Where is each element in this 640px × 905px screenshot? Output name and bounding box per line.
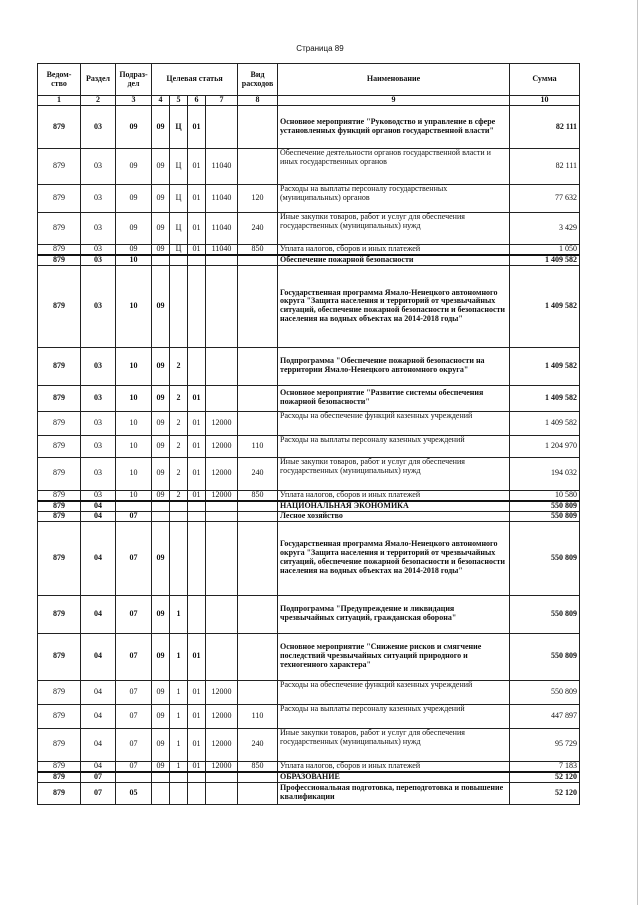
cell-summa: 550 809 — [510, 633, 580, 680]
cell-summa: 77 632 — [510, 185, 580, 213]
cell-tselevaya-4 — [206, 521, 238, 595]
cell-podrazdel: 07 — [116, 511, 152, 521]
table-row — [38, 761, 580, 771]
cell-podrazdel: 09 — [116, 149, 152, 185]
cell-tselevaya-4: 12000 — [206, 490, 238, 500]
cell-razdel: 03 — [81, 149, 116, 185]
cell-tselevaya-1: 09 — [152, 490, 170, 500]
column-number-row — [38, 96, 580, 106]
cell-tselevaya-4: 12000 — [206, 457, 238, 490]
cell-podrazdel: 09 — [116, 245, 152, 255]
cell-tselevaya-2: 1 — [170, 633, 188, 680]
cell-summa: 52 120 — [510, 782, 580, 804]
cell-tselevaya-3 — [188, 772, 206, 782]
cell-vid-raskhodov: 110 — [238, 435, 278, 457]
cell-naimenovanie: ОБРАЗОВАНИЕ — [278, 772, 510, 782]
cell-tselevaya-4 — [206, 633, 238, 680]
table-row — [38, 411, 580, 435]
cell-tselevaya-1: 09 — [152, 728, 170, 761]
cell-vid-raskhodov — [238, 149, 278, 185]
cell-tselevaya-4 — [206, 385, 238, 411]
cell-tselevaya-2: Ц — [170, 106, 188, 149]
cell-tselevaya-1: 09 — [152, 385, 170, 411]
cell-podrazdel: 07 — [116, 521, 152, 595]
cell-vedomstvo: 879 — [38, 213, 81, 245]
cell-podrazdel: 10 — [116, 457, 152, 490]
cell-tselevaya-3 — [188, 347, 206, 385]
cell-tselevaya-3 — [188, 265, 206, 347]
cell-naimenovanie: НАЦИОНАЛЬНАЯ ЭКОНОМИКА — [278, 501, 510, 511]
header-row — [38, 64, 580, 96]
col-header-vedomstvo: Ведом-ство — [38, 64, 81, 96]
cell-tselevaya-2 — [170, 521, 188, 595]
cell-tselevaya-2: 2 — [170, 411, 188, 435]
col-number: 8 — [238, 96, 278, 106]
col-number: 6 — [188, 96, 206, 106]
table-row — [38, 435, 580, 457]
cell-vid-raskhodov — [238, 595, 278, 633]
cell-podrazdel: 07 — [116, 633, 152, 680]
cell-tselevaya-2 — [170, 501, 188, 511]
cell-razdel: 03 — [81, 347, 116, 385]
cell-tselevaya-4: 12000 — [206, 704, 238, 728]
cell-tselevaya-3 — [188, 521, 206, 595]
cell-naimenovanie: Государственная программа Ямало-Ненецкого автономного округа "Защита населения и территорий от чрезвычайных ситуаций, обеспечение пожарной безопасности и безопасности населения на водных объектах на 2014-2018 годы" — [278, 265, 510, 347]
cell-tselevaya-1 — [152, 501, 170, 511]
cell-vedomstvo: 879 — [38, 245, 81, 255]
cell-tselevaya-3: 01 — [188, 385, 206, 411]
cell-summa: 82 111 — [510, 106, 580, 149]
cell-vid-raskhodov: 240 — [238, 728, 278, 761]
cell-vid-raskhodov: 120 — [238, 185, 278, 213]
cell-vedomstvo: 879 — [38, 633, 81, 680]
cell-podrazdel: 07 — [116, 680, 152, 704]
col-header-summa: Сумма — [510, 64, 580, 96]
cell-vid-raskhodov — [238, 680, 278, 704]
cell-summa: 1 409 582 — [510, 255, 580, 265]
cell-vid-raskhodov — [238, 772, 278, 782]
cell-razdel: 03 — [81, 185, 116, 213]
cell-tselevaya-1 — [152, 255, 170, 265]
cell-razdel: 03 — [81, 245, 116, 255]
cell-summa: 82 111 — [510, 149, 580, 185]
cell-tselevaya-3: 01 — [188, 680, 206, 704]
cell-tselevaya-2: Ц — [170, 149, 188, 185]
cell-summa: 194 032 — [510, 457, 580, 490]
cell-razdel: 03 — [81, 385, 116, 411]
cell-vedomstvo: 879 — [38, 385, 81, 411]
col-number: 4 — [152, 96, 170, 106]
cell-vedomstvo: 879 — [38, 457, 81, 490]
cell-podrazdel: 10 — [116, 490, 152, 500]
cell-vid-raskhodov: 240 — [238, 457, 278, 490]
cell-tselevaya-3: 01 — [188, 704, 206, 728]
cell-podrazdel: 10 — [116, 347, 152, 385]
cell-razdel: 03 — [81, 490, 116, 500]
cell-summa: 1 409 582 — [510, 385, 580, 411]
cell-podrazdel: 07 — [116, 761, 152, 771]
cell-tselevaya-1: 09 — [152, 680, 170, 704]
cell-podrazdel: 10 — [116, 255, 152, 265]
cell-tselevaya-1: 09 — [152, 411, 170, 435]
cell-vid-raskhodov — [238, 255, 278, 265]
cell-tselevaya-4: 11040 — [206, 213, 238, 245]
cell-razdel: 04 — [81, 511, 116, 521]
cell-naimenovanie: Иные закупки товаров, работ и услуг для обеспечения государственных (муниципальных) нужд — [278, 457, 510, 490]
cell-summa: 550 809 — [510, 511, 580, 521]
table-row — [38, 265, 580, 347]
cell-podrazdel — [116, 501, 152, 511]
cell-vedomstvo: 879 — [38, 435, 81, 457]
cell-razdel: 04 — [81, 633, 116, 680]
cell-tselevaya-2 — [170, 511, 188, 521]
cell-summa: 95 729 — [510, 728, 580, 761]
cell-razdel: 03 — [81, 435, 116, 457]
cell-tselevaya-3: 01 — [188, 149, 206, 185]
cell-tselevaya-3 — [188, 255, 206, 265]
cell-tselevaya-4: 11040 — [206, 245, 238, 255]
cell-tselevaya-4: 11040 — [206, 185, 238, 213]
cell-vid-raskhodov — [238, 385, 278, 411]
cell-tselevaya-1: 09 — [152, 435, 170, 457]
cell-razdel: 04 — [81, 728, 116, 761]
cell-tselevaya-1: 09 — [152, 761, 170, 771]
cell-naimenovanie: Подпрограмма "Предупреждение и ликвидация чрезвычайных ситуаций, гражданская оборона" — [278, 595, 510, 633]
cell-tselevaya-3: 01 — [188, 106, 206, 149]
cell-summa: 550 809 — [510, 680, 580, 704]
cell-tselevaya-4: 12000 — [206, 435, 238, 457]
cell-vedomstvo: 879 — [38, 347, 81, 385]
cell-vid-raskhodov — [238, 633, 278, 680]
cell-vid-raskhodov: 850 — [238, 761, 278, 771]
cell-tselevaya-2: Ц — [170, 245, 188, 255]
cell-tselevaya-3: 01 — [188, 457, 206, 490]
cell-razdel: 04 — [81, 595, 116, 633]
table-row — [38, 782, 580, 804]
cell-tselevaya-1: 09 — [152, 521, 170, 595]
page-header: Страница 89 — [296, 44, 344, 53]
cell-vedomstvo: 879 — [38, 490, 81, 500]
cell-tselevaya-2: 2 — [170, 347, 188, 385]
col-number: 3 — [116, 96, 152, 106]
cell-vedomstvo: 879 — [38, 411, 81, 435]
table-row — [38, 347, 580, 385]
cell-naimenovanie: Основное мероприятие "Снижение рисков и смягчение последствий чрезвычайных ситуаций природного и техногенного характера" — [278, 633, 510, 680]
cell-naimenovanie: Уплата налогов, сборов и иных платежей — [278, 245, 510, 255]
cell-naimenovanie: Лесное хозяйство — [278, 511, 510, 521]
table-row — [38, 521, 580, 595]
cell-razdel: 07 — [81, 782, 116, 804]
cell-podrazdel: 05 — [116, 782, 152, 804]
scan-edge — [637, 0, 638, 905]
cell-tselevaya-3 — [188, 511, 206, 521]
cell-razdel: 03 — [81, 106, 116, 149]
table-row — [38, 213, 580, 245]
col-header-podrazdel: Подраз-дел — [116, 64, 152, 96]
cell-tselevaya-2: 2 — [170, 457, 188, 490]
cell-tselevaya-1 — [152, 772, 170, 782]
cell-tselevaya-2: 1 — [170, 595, 188, 633]
cell-tselevaya-3: 01 — [188, 435, 206, 457]
table-row — [38, 633, 580, 680]
cell-vid-raskhodov — [238, 782, 278, 804]
cell-vedomstvo: 879 — [38, 772, 81, 782]
cell-vid-raskhodov — [238, 106, 278, 149]
cell-podrazdel: 07 — [116, 595, 152, 633]
cell-naimenovanie: Профессиональная подготовка, переподготовка и повышение квалификации — [278, 782, 510, 804]
cell-razdel: 04 — [81, 521, 116, 595]
cell-naimenovanie: Иные закупки товаров, работ и услуг для обеспечения государственных (муниципальных) нужд — [278, 213, 510, 245]
table-row — [38, 511, 580, 521]
cell-summa: 550 809 — [510, 595, 580, 633]
cell-vid-raskhodov — [238, 511, 278, 521]
cell-summa: 550 809 — [510, 521, 580, 595]
cell-vedomstvo: 879 — [38, 521, 81, 595]
cell-vedomstvo: 879 — [38, 185, 81, 213]
cell-tselevaya-1: 09 — [152, 149, 170, 185]
cell-naimenovanie: Расходы на обеспечение функций казенных учреждений — [278, 680, 510, 704]
table-row — [38, 457, 580, 490]
cell-tselevaya-3 — [188, 782, 206, 804]
cell-razdel: 07 — [81, 772, 116, 782]
cell-naimenovanie: Основное мероприятие "Развитие системы обеспечения пожарной безопасности" — [278, 385, 510, 411]
cell-podrazdel: 10 — [116, 385, 152, 411]
cell-tselevaya-2: 2 — [170, 490, 188, 500]
cell-tselevaya-3: 01 — [188, 490, 206, 500]
table-body — [38, 106, 580, 805]
cell-vedomstvo: 879 — [38, 255, 81, 265]
cell-tselevaya-1: 09 — [152, 213, 170, 245]
cell-tselevaya-4 — [206, 255, 238, 265]
col-header-vid-raskhodov: Вид расходов — [238, 64, 278, 96]
cell-naimenovanie: Обеспечение деятельности органов государственной власти и иных государственных органов — [278, 149, 510, 185]
cell-tselevaya-4: 12000 — [206, 411, 238, 435]
cell-naimenovanie: Расходы на обеспечение функций казенных учреждений — [278, 411, 510, 435]
table-row — [38, 490, 580, 500]
table-row — [38, 106, 580, 149]
cell-podrazdel: 09 — [116, 106, 152, 149]
cell-vid-raskhodov — [238, 265, 278, 347]
col-header-naimenovanie: Наименование — [278, 64, 510, 96]
cell-tselevaya-3: 01 — [188, 213, 206, 245]
cell-tselevaya-4 — [206, 782, 238, 804]
cell-naimenovanie: Обеспечение пожарной безопасности — [278, 255, 510, 265]
cell-vedomstvo: 879 — [38, 511, 81, 521]
cell-tselevaya-4: 12000 — [206, 680, 238, 704]
cell-tselevaya-2: 2 — [170, 385, 188, 411]
cell-summa: 52 120 — [510, 772, 580, 782]
cell-tselevaya-4: 12000 — [206, 728, 238, 761]
cell-vedomstvo: 879 — [38, 106, 81, 149]
cell-tselevaya-2 — [170, 782, 188, 804]
table-row — [38, 704, 580, 728]
table-row — [38, 680, 580, 704]
cell-naimenovanie: Уплата налогов, сборов и иных платежей — [278, 761, 510, 771]
cell-vid-raskhodov — [238, 501, 278, 511]
cell-tselevaya-4 — [206, 772, 238, 782]
col-number: 2 — [81, 96, 116, 106]
cell-razdel: 03 — [81, 213, 116, 245]
cell-naimenovanie: Основное мероприятие "Руководство и управление в сфере установленных функций органов государственной власти" — [278, 106, 510, 149]
cell-tselevaya-1: 09 — [152, 457, 170, 490]
cell-tselevaya-3: 01 — [188, 728, 206, 761]
cell-tselevaya-1: 09 — [152, 595, 170, 633]
table-row — [38, 385, 580, 411]
cell-naimenovanie: Расходы на выплаты персоналу казенных учреждений — [278, 704, 510, 728]
cell-podrazdel: 07 — [116, 704, 152, 728]
cell-podrazdel: 07 — [116, 728, 152, 761]
cell-tselevaya-4 — [206, 511, 238, 521]
cell-vid-raskhodov — [238, 347, 278, 385]
cell-tselevaya-4 — [206, 595, 238, 633]
cell-tselevaya-4 — [206, 265, 238, 347]
cell-tselevaya-2: 2 — [170, 435, 188, 457]
cell-tselevaya-1: 09 — [152, 245, 170, 255]
cell-tselevaya-3 — [188, 501, 206, 511]
cell-vedomstvo: 879 — [38, 704, 81, 728]
cell-tselevaya-3 — [188, 595, 206, 633]
col-header-tselevaya-statya: Целевая статья — [152, 64, 238, 96]
cell-vid-raskhodov: 850 — [238, 490, 278, 500]
cell-vedomstvo: 879 — [38, 501, 81, 511]
cell-naimenovanie: Расходы на выплаты персоналу казенных учреждений — [278, 435, 510, 457]
cell-summa: 7 183 — [510, 761, 580, 771]
cell-vedomstvo: 879 — [38, 728, 81, 761]
cell-summa: 3 429 — [510, 213, 580, 245]
table-row — [38, 185, 580, 213]
cell-tselevaya-2: 1 — [170, 680, 188, 704]
cell-naimenovanie: Иные закупки товаров, работ и услуг для обеспечения государственных (муниципальных) нужд — [278, 728, 510, 761]
cell-razdel: 03 — [81, 457, 116, 490]
cell-tselevaya-4 — [206, 501, 238, 511]
cell-tselevaya-1: 09 — [152, 185, 170, 213]
col-number: 10 — [510, 96, 580, 106]
cell-naimenovanie: Государственная программа Ямало-Ненецкого автономного округа "Защита населения и территорий от чрезвычайных ситуаций, обеспечение пожарной безопасности и безопасности населения на водных объектах на 2014-2018 годы" — [278, 521, 510, 595]
cell-tselevaya-1: 09 — [152, 106, 170, 149]
cell-tselevaya-3: 01 — [188, 411, 206, 435]
cell-tselevaya-2: Ц — [170, 185, 188, 213]
cell-tselevaya-1: 09 — [152, 633, 170, 680]
cell-tselevaya-2: Ц — [170, 213, 188, 245]
cell-vid-raskhodov — [238, 521, 278, 595]
cell-tselevaya-1: 09 — [152, 704, 170, 728]
cell-tselevaya-3: 01 — [188, 761, 206, 771]
cell-podrazdel: 09 — [116, 185, 152, 213]
cell-razdel: 04 — [81, 761, 116, 771]
cell-tselevaya-2: 1 — [170, 728, 188, 761]
cell-tselevaya-1 — [152, 782, 170, 804]
cell-razdel: 04 — [81, 501, 116, 511]
cell-tselevaya-1: 09 — [152, 347, 170, 385]
cell-summa: 1 050 — [510, 245, 580, 255]
cell-podrazdel: 10 — [116, 265, 152, 347]
cell-summa: 1 409 582 — [510, 411, 580, 435]
cell-vid-raskhodov: 850 — [238, 245, 278, 255]
cell-tselevaya-3: 01 — [188, 633, 206, 680]
cell-podrazdel: 10 — [116, 411, 152, 435]
cell-vid-raskhodov: 240 — [238, 213, 278, 245]
cell-naimenovanie: Подпрограмма "Обеспечение пожарной безопасности на территории Ямало-Ненецкого автономного округа" — [278, 347, 510, 385]
cell-summa: 447 897 — [510, 704, 580, 728]
cell-tselevaya-1: 09 — [152, 265, 170, 347]
cell-vedomstvo: 879 — [38, 149, 81, 185]
budget-table — [37, 63, 580, 805]
col-number: 1 — [38, 96, 81, 106]
table-row — [38, 728, 580, 761]
table-row — [38, 245, 580, 255]
cell-vedomstvo: 879 — [38, 595, 81, 633]
cell-naimenovanie: Расходы на выплаты персоналу государственных (муниципальных) органов — [278, 185, 510, 213]
cell-razdel: 03 — [81, 255, 116, 265]
col-number: 5 — [170, 96, 188, 106]
cell-podrazdel — [116, 772, 152, 782]
cell-razdel: 04 — [81, 680, 116, 704]
cell-summa: 1 409 582 — [510, 347, 580, 385]
cell-tselevaya-3: 01 — [188, 185, 206, 213]
cell-vid-raskhodov — [238, 411, 278, 435]
cell-podrazdel: 09 — [116, 213, 152, 245]
table-row — [38, 501, 580, 511]
cell-razdel: 03 — [81, 411, 116, 435]
cell-vid-raskhodov: 110 — [238, 704, 278, 728]
cell-tselevaya-2 — [170, 772, 188, 782]
cell-vedomstvo: 879 — [38, 680, 81, 704]
cell-vedomstvo: 879 — [38, 265, 81, 347]
col-number: 9 — [278, 96, 510, 106]
cell-tselevaya-4 — [206, 106, 238, 149]
cell-naimenovanie: Уплата налогов, сборов и иных платежей — [278, 490, 510, 500]
cell-tselevaya-2 — [170, 265, 188, 347]
cell-tselevaya-4: 11040 — [206, 149, 238, 185]
table-row — [38, 255, 580, 265]
cell-razdel: 04 — [81, 704, 116, 728]
cell-tselevaya-4 — [206, 347, 238, 385]
cell-tselevaya-1 — [152, 511, 170, 521]
col-number: 7 — [206, 96, 238, 106]
cell-summa: 1 204 970 — [510, 435, 580, 457]
cell-vedomstvo: 879 — [38, 782, 81, 804]
cell-tselevaya-4: 12000 — [206, 761, 238, 771]
cell-tselevaya-2: 1 — [170, 704, 188, 728]
table-row — [38, 772, 580, 782]
table-row — [38, 149, 580, 185]
cell-summa: 1 409 582 — [510, 265, 580, 347]
col-header-razdel: Раздел — [81, 64, 116, 96]
cell-vedomstvo: 879 — [38, 761, 81, 771]
table-row — [38, 595, 580, 633]
cell-summa: 550 809 — [510, 501, 580, 511]
cell-razdel: 03 — [81, 265, 116, 347]
cell-summa: 10 580 — [510, 490, 580, 500]
cell-tselevaya-2: 1 — [170, 761, 188, 771]
cell-tselevaya-2 — [170, 255, 188, 265]
cell-tselevaya-3: 01 — [188, 245, 206, 255]
cell-podrazdel: 10 — [116, 435, 152, 457]
